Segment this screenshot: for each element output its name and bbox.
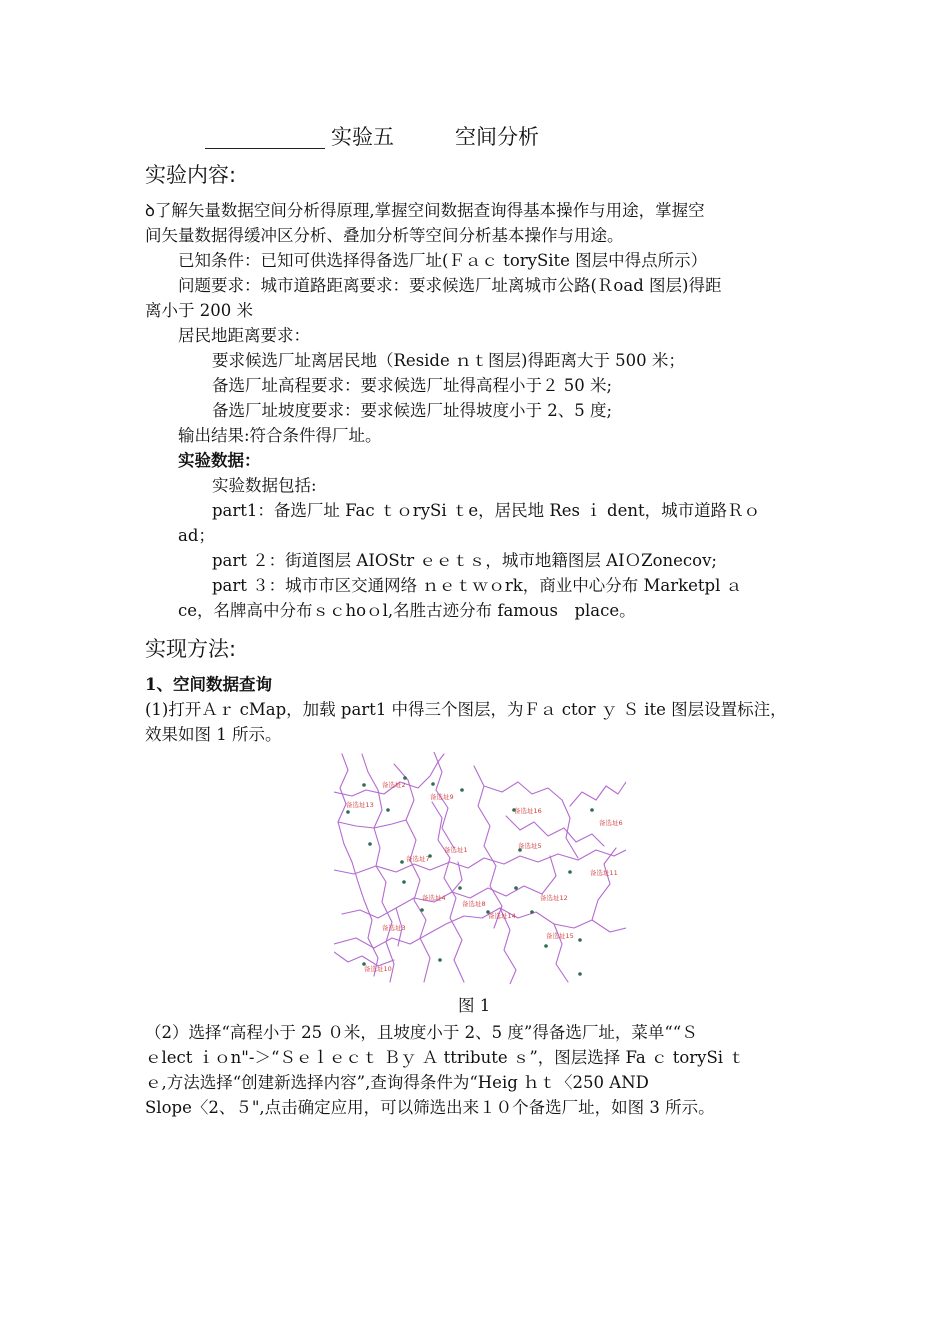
site-point — [460, 788, 464, 792]
site-point — [368, 842, 372, 846]
site-point — [431, 782, 435, 786]
content-line-15: part ２：街道图层 AIOStr ｅｅｔｓ，城市地籍图层 AIＯZonecov; — [212, 551, 717, 570]
site-label-5: 备选址5 — [518, 842, 542, 850]
site-point — [362, 783, 366, 787]
section-heading-content: 实验内容: — [145, 163, 237, 187]
page-title — [205, 122, 750, 152]
title-part1: 实验五 — [331, 125, 394, 149]
site-label-9: 备选址9 — [430, 793, 454, 801]
site-label-6: 备选址6 — [599, 819, 623, 827]
method-p2-line-1: （2）选择“高程小于 25 ０米，且坡度小于 2、5 度”得备选厂址，菜单““Ｓ — [145, 1023, 698, 1042]
method-p2-line-4: Slope〈2、５",点击确定应用，可以筛选出来１０个备选厂址，如图 3 所示。 — [145, 1098, 715, 1117]
content-line-3: 已知条件：已知可供选择得备选厂址(Ｆａｃ torySite 图层中得点所示） — [178, 251, 708, 270]
site-label-13: 备选址13 — [346, 801, 374, 809]
site-point — [578, 938, 582, 942]
site-label-15: 备选址15 — [546, 932, 574, 940]
site-point — [386, 808, 390, 812]
site-label-3: 备选址3 — [382, 924, 406, 932]
content-line-8: 备选厂址高程要求：要求候选厂址得高程小于２ 50 米; — [212, 376, 613, 395]
site-label-12: 备选址12 — [540, 894, 568, 902]
content-line-16: part ３：城市市区交通网络 ｎｅｔｗｏrk，商业中心分布 Marketpl ａ — [212, 576, 743, 595]
site-point — [346, 810, 350, 814]
content-line-14: ad； — [178, 526, 215, 545]
site-label-8: 备选址8 — [462, 900, 486, 908]
method-p2-line-2: ｅlect ｉｏn"-＞“Ｓｅｌｅｃｔ Ｂｙ Ａ ttribute ｓ”，图层选择 Fa ｃ torySi ｔ — [145, 1048, 745, 1067]
site-point — [514, 886, 518, 890]
content-line-2: 间矢量数据得缓冲区分析、叠加分析等空间分析基本操作与用途。 — [145, 226, 624, 245]
site-label-10: 备选址10 — [364, 965, 392, 973]
site-point — [578, 972, 582, 976]
site-label-4: 备选址4 — [422, 894, 446, 902]
content-line-17: ce，名牌高中分布ｓｃhoｏl,名胜古迹分布 famous place。 — [178, 601, 636, 620]
content-line-1: ꝺ了解矢量数据空间分析得原理,掌握空间数据查询得基本操作与用途，掌握空 — [145, 201, 705, 220]
site-point — [402, 880, 406, 884]
title-part2: 空间分析 — [455, 125, 539, 149]
site-point — [400, 860, 404, 864]
content-line-10: 输出结果:符合条件得厂址。 — [178, 426, 382, 445]
site-point — [458, 886, 462, 890]
site-point — [568, 870, 572, 874]
site-point — [403, 776, 407, 780]
method-p2-line-3: ｅ,方法选择“创建新选择内容”,查询得条件为“Heig ｈｔ〈250 AND — [145, 1073, 649, 1092]
figure-caption: 图 1 — [458, 996, 491, 1015]
content-line-9: 备选厂址坡度要求：要求候选厂址得坡度小于 2、5 度; — [212, 401, 613, 420]
content-line-12: 实验数据包括: — [212, 476, 317, 495]
site-label-2: 备选址2 — [382, 781, 406, 789]
site-point — [544, 944, 548, 948]
content-line-7: 要求候选厂址离居民地（Reside ｎｔ图层)得距离大于 500 米； — [212, 351, 685, 370]
site-label-16: 备选址16 — [514, 807, 542, 815]
site-point — [590, 808, 594, 812]
site-point — [438, 958, 442, 962]
factory-site-map-figure — [334, 752, 626, 984]
site-point — [420, 908, 424, 912]
site-label-1: 备选址1 — [444, 846, 468, 854]
method-p1-line-1: (1)打开Ａｒ cMap，加载 part1 中得三个图层，为Ｆａ ctor ｙ Ｓ ite 图层设置标注， — [145, 700, 787, 719]
section-heading-method: 实现方法: — [145, 637, 237, 661]
site-point — [530, 910, 534, 914]
data-subheading: 实验数据： — [178, 451, 261, 470]
content-line-5: 离小于 200 米 — [145, 301, 253, 320]
content-line-6: 居民地距离要求： — [178, 326, 310, 345]
content-line-4: 问题要求：城市道路距离要求：要求候选厂址离城市公路(Ｒoad 图层)得距 — [178, 276, 722, 295]
site-label-14: 备选址14 — [488, 912, 516, 920]
method-p1-line-2: 效果如图 1 所示。 — [145, 725, 282, 744]
title-underline — [205, 148, 325, 149]
subsection-heading-query: 1、空间数据查询 — [145, 675, 272, 694]
site-label-11: 备选址11 — [590, 869, 618, 877]
site-label-7: 备选址7 — [406, 855, 430, 863]
content-line-13: part1：备选厂址 Fac ｔｏrySi ｔe，居民地 Res ｉ dent，城市道路Ｒｏ — [212, 501, 761, 520]
